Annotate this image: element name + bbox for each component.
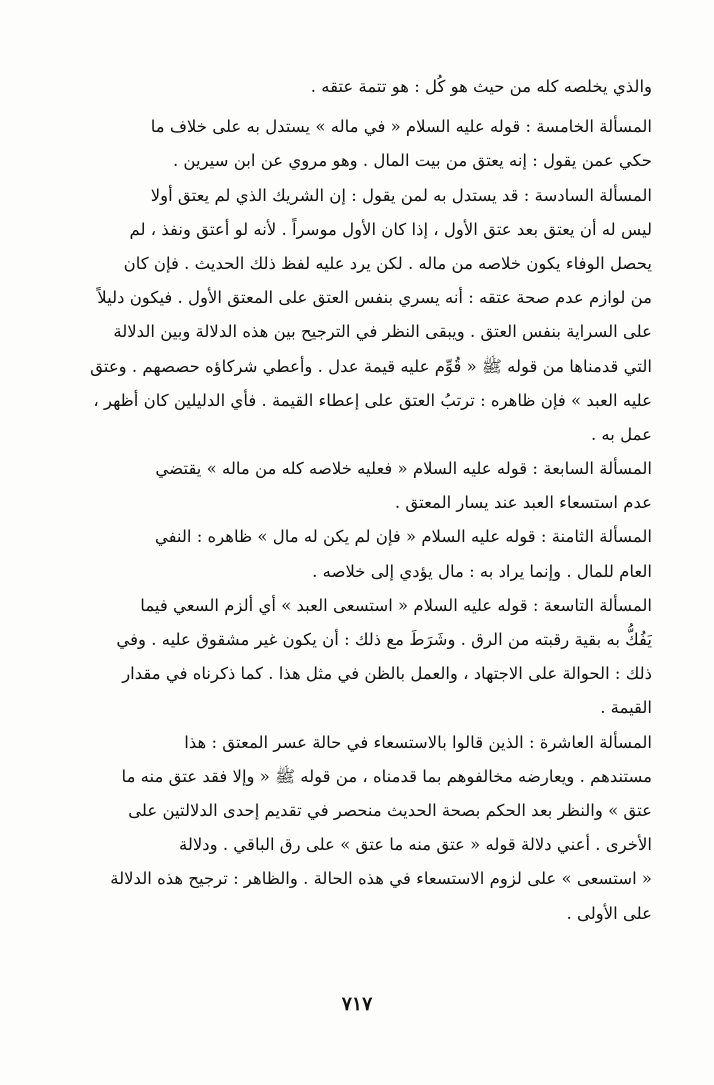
text-line: حكي عمن يقول : إنه يعتق من بيت المال . وهو مروي عن ابن سيرين .: [172, 151, 652, 171]
text-line: يَفُكُّ به بقية رقبته من الرق . وشَرَطَ مع ذلك : أن يكون غير مشقوق عليه . وفي: [116, 630, 652, 649]
text-line: مستندهم . ويعارضه مخالفوهم بما قدمناه ، من قوله ﷺ « وإلا فقد عتق منه ما: [121, 766, 652, 786]
text-line: من لوازم عدم صحة عتقه : أنه يسري بنفس العتق على المعتق الأول . فيكون دليلاً: [97, 288, 652, 308]
text-line: المسألة التاسعة : قوله عليه السلام « استسعى العبد » أي ألزم السعي فيما: [140, 595, 652, 615]
text-line: المسألة السابعة : قوله عليه السلام « فعليه خلاصه كله من ماله » يقتضي: [155, 459, 652, 479]
page-number: ٧١٧: [341, 993, 373, 1015]
page-body-text: [52, 70, 652, 931]
text-line: ليس له أن يعتق بعد عتق الأول ، إذا كان الأول موسراً . لأنه لو أعتق ونفذ ، لم: [129, 219, 652, 239]
text-line: المسألة الثامنة : قوله عليه السلام « فإن لم يكن له مال » ظاهره : النفي: [154, 527, 652, 547]
text-line: « استسعى » على لزوم الاستسعاء في هذه الحالة . والظاهر : ترجيح هذه الدلالة: [110, 869, 652, 889]
text-line: على السراية بنفس العتق . ويبقى النظر في الترجيح بين هذه الدلالة وبين الدلالة: [113, 322, 652, 342]
text-line: المسألة العاشرة : الذين قالوا بالاستسعاء في حالة عسر المعتق : هذا: [184, 732, 652, 752]
text-line: العام للمال . وإنما يراد به : مال يؤدي إلى خلاصه .: [312, 561, 652, 581]
text-line: القيمة .: [600, 698, 652, 718]
text-line: التي قدمناها من قوله ﷺ « قُوِّم عليه قيمة عدل . وأعطي شركاؤه حصصهم . وعتق: [90, 356, 652, 376]
text-line: عليه العبد » فإن ظاهره : ترتبُ العتق على إعطاء القيمة . فأي الدليلين كان أظهر ،: [93, 390, 652, 410]
text-line: ذلك : الحوالة على الاجتهاد ، والعمل بالظن في مثل هذا . كما ذكرناه في مقدار: [122, 664, 652, 684]
text-line: الأخرى . أعني دلالة قوله « عتق منه ما عتق » على رق الباقي . ودلالة: [178, 835, 652, 855]
text-line: عتق » والنظر بعد الحكم بصحة الحديث منحصر في تقديم إحدى الدلالتين على: [128, 800, 652, 820]
text-line: عدم استسعاء العبد عند يسار المعتق .: [394, 493, 652, 513]
text-line: عمل به .: [590, 424, 652, 444]
text-line: على الأولى .: [566, 903, 652, 923]
text-line: المسألة الخامسة : قوله عليه السلام « في ماله » يستدل به على خلاف ما: [150, 117, 652, 137]
text-line: يحصل الوفاء يكون خلاصه من ماله . لكن يرد عليه لفظ ذلك الحديث . فإن كان: [123, 253, 652, 273]
text-line: والذي يخلصه كله من حيث هو كُل : هو تتمة عتقه .: [310, 77, 652, 96]
text-line: المسألة السادسة : قد يستدل به لمن يقول : إن الشريك الذي لم يعتق أولا: [150, 185, 652, 205]
